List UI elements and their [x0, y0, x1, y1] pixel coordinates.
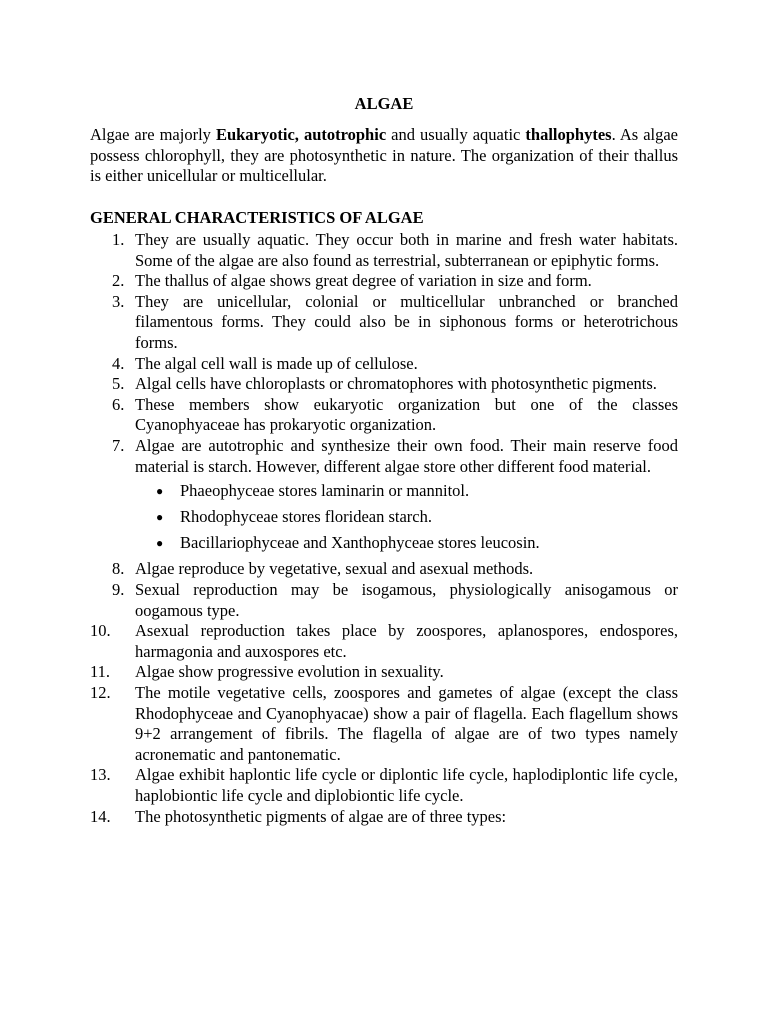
- list-item: [90, 807, 678, 828]
- sublist-item-text: Rhodophyceae stores floridean starch.: [180, 507, 432, 527]
- list-item-number: 14.: [90, 806, 111, 826]
- section-heading: GENERAL CHARACTERISTICS OF ALGAE: [90, 208, 424, 227]
- sublist-item-text: Phaeophyceae stores laminarin or mannitol.: [180, 481, 470, 501]
- characteristics-list: [90, 230, 678, 827]
- bullet-icon: ●: [156, 536, 164, 551]
- intro-text-2: and usually aquatic: [386, 125, 526, 144]
- list-item: [90, 436, 678, 554]
- sublist-item: [135, 533, 678, 554]
- list-item-number: 3.: [112, 291, 125, 311]
- list-item-number: 5.: [112, 374, 125, 394]
- page-title: ALGAE: [354, 94, 414, 113]
- list-item: [90, 395, 678, 436]
- list-item: [90, 354, 678, 375]
- list-item-number: 11.: [90, 662, 111, 682]
- list-item: [90, 621, 678, 662]
- sublist-item-text: Bacillariophyceae and Xanthophyceae stores leucosin.: [180, 533, 540, 553]
- list-item: [90, 559, 678, 580]
- list-item-text: The photosynthetic pigments of algae are of three types:: [135, 806, 507, 826]
- list-item-number: 9.: [112, 580, 125, 599]
- list-item-text: These members show eukaryotic organization but one of the classes Cyanophyaceae has prokaryotic organization.: [135, 394, 678, 435]
- reserve-food-sublist: [135, 477, 678, 554]
- bullet-icon: ●: [156, 484, 164, 499]
- list-item: [90, 765, 678, 806]
- list-item-text: Asexual reproduction takes place by zoospores, aplanospores, endospores, harmagonia and auxospores etc.: [135, 621, 678, 661]
- list-item-text: They are unicellular, colonial or multicellular unbranched or branched filamentous forms. They could also be in siphonous forms or heterotrichous forms.: [135, 291, 678, 352]
- list-item-number: 6.: [112, 394, 125, 414]
- list-item-text: Sexual reproduction may be isogamous, physiologically anisogamous or oogamous type.: [135, 580, 678, 620]
- list-item-number: 7.: [112, 435, 125, 455]
- list-item-text: Algae reproduce by vegetative, sexual and asexual methods.: [135, 559, 534, 579]
- intro-bold-2: thallophytes: [525, 125, 612, 144]
- list-item-number: 8.: [112, 559, 125, 579]
- list-item-number: 10.: [90, 621, 111, 641]
- list-item: [90, 271, 678, 292]
- list-item-number: 12.: [90, 682, 111, 702]
- list-item: [90, 292, 678, 354]
- sublist-item: [135, 481, 678, 502]
- sublist-item: [135, 507, 678, 528]
- intro-text-3: . As algae possess chlorophyll, they are photosynthetic in nature. The organization of their thallus is either unicellular or multicellular.: [90, 125, 679, 186]
- list-item-number: 2.: [112, 271, 125, 291]
- list-item: [90, 374, 678, 395]
- list-item-text: The motile vegetative cells, zoospores and gametes of algae (except the class Rhodophyceae and Cyanophyacae) show a pair of flagella. Each flagellum shows 9+2 arrangement of fibrils. The flagella of algae are of two types namely acronematic and pantonematic.: [135, 682, 678, 764]
- list-item: [90, 683, 678, 765]
- list-item-number: 1.: [112, 230, 125, 249]
- list-item: [90, 662, 678, 683]
- list-item: [90, 580, 678, 621]
- list-item-text: Algae show progressive evolution in sexuality.: [135, 662, 444, 682]
- intro-paragraph: [90, 125, 678, 187]
- intro-text-1: Algae are majorly: [90, 125, 216, 144]
- bullet-icon: ●: [156, 510, 164, 525]
- list-item-text: Algae are autotrophic and synthesize their own food. Their main reserve food material is starch. However, different algae store other different food material.: [135, 435, 678, 476]
- list-item-text: The thallus of algae shows great degree of variation in size and form.: [135, 271, 592, 291]
- list-item-text: Algal cells have chloroplasts or chromatophores with photosynthetic pigments.: [135, 374, 657, 394]
- list-item-text: Algae exhibit haplontic life cycle or diplontic life cycle, haplodiplontic life cycle, haplobiontic life cycle and diplobiontic life cycle.: [135, 765, 678, 805]
- intro-bold-1: Eukaryotic, autotrophic: [215, 125, 387, 144]
- list-item-number: 13.: [90, 765, 111, 785]
- list-item-text: The algal cell wall is made up of cellulose.: [135, 353, 418, 373]
- list-item-text: They are usually aquatic. They occur both in marine and fresh water habitats. Some of the algae are also found as terrestrial, subterranean or epiphytic forms.: [135, 230, 678, 270]
- list-item-number: 4.: [112, 353, 125, 373]
- list-item: [90, 230, 678, 271]
